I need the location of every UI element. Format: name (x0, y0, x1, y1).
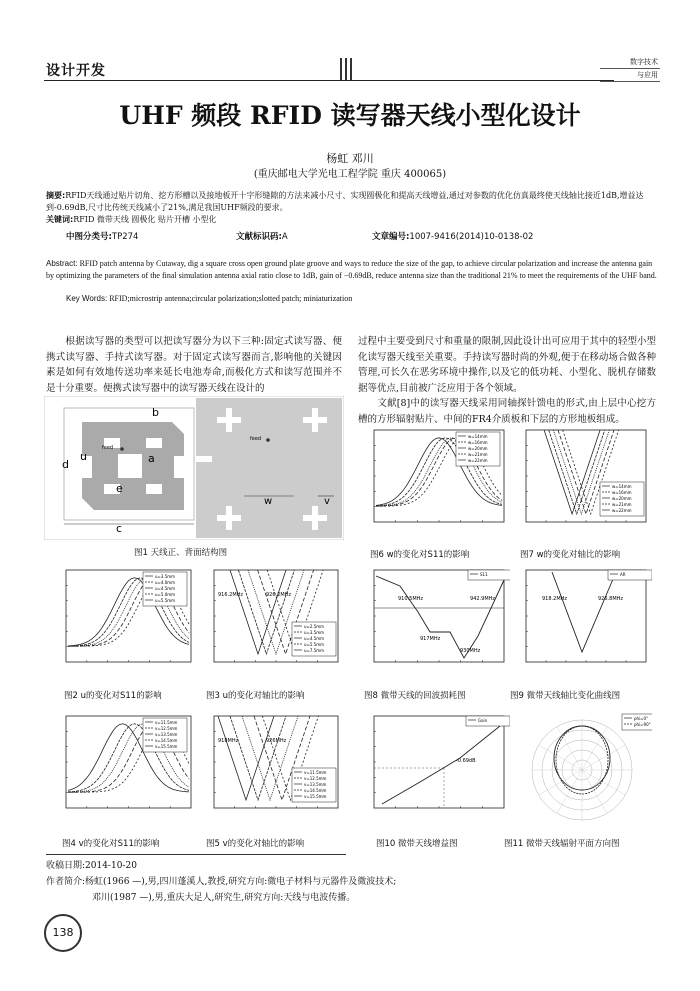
header-rule (44, 80, 614, 81)
caption-fig5: 图5 v的变化对轴比的影响 (206, 839, 305, 849)
legend-box (466, 716, 510, 726)
keywords-en-label: Key Words: (66, 294, 108, 303)
legend-label: w=20mm (468, 446, 488, 451)
legend-label: w=20mm (612, 496, 632, 501)
polar-spoke (582, 770, 607, 813)
annotation: 918MHz (218, 738, 239, 744)
author-bio-2: 邓川(1987 —),男,重庆大足人,研究生,研究方向:天线与电波传播。 (92, 893, 356, 903)
annotation: 916.2MHz (218, 592, 244, 598)
fig9-chart (512, 566, 652, 678)
fig11-chart (512, 712, 652, 828)
legend-label: v=12.5mm (304, 776, 327, 781)
body-right (358, 334, 656, 428)
abstract-en-text: RFID patch antenna by Cutaway, dig a square cross open ground plate groove and ways to reduce the size of the gap, to achieve circular polarization and increase the antenna gain by optimizing the parameters of the final simulation antenna axial ratio close to 1dB, gain of −0.69dB, reduce antenna size than the traditional 21% to meet the requirements of the UHF band. (46, 259, 657, 280)
plot-frame (374, 716, 504, 808)
legend-label: u=3.5mm (304, 630, 325, 635)
abstract-en-label: Abstract: (46, 259, 78, 268)
keywords-cn-label: 关键词: (46, 215, 74, 224)
body-left: 根据读写器的类型可以把读写器分为以下三种:固定式读写器、便携式读写器、手持式读写器。对于固定式读写器而言,影响他的关键因素是如何有效地传送功率来延长电池寿命,而极化方式和读写范围并不是十分重要。便携式读写器中的读写器天线在设计的 (46, 336, 342, 394)
legend-label: v=11.5mm (155, 720, 178, 725)
fig7-chart (512, 426, 652, 538)
polar-spoke (582, 745, 625, 770)
legend-label: AR (620, 572, 626, 577)
legend-label: u=5.5mm (304, 642, 325, 647)
clc: 中图分类号:TP274 (66, 232, 139, 242)
annotation: 910.5MHz (398, 596, 424, 602)
author-bio-1: 作者简介:杨虹(1966 —),男,四川蓬溪人,教授,研究方向:微电子材料与元器件及微波技术; (46, 877, 397, 887)
svg-text:u: u (80, 450, 87, 463)
legend-label: u=4.5mm (155, 586, 176, 591)
annotation: 942.9MHz (470, 596, 496, 602)
svg-text:b: b (152, 406, 159, 419)
abstract-en (46, 258, 658, 281)
keywords-en (66, 294, 352, 303)
legend-label: w=22mm (612, 508, 632, 513)
svg-text:w: w (264, 496, 273, 507)
legend-label: w=21mm (468, 452, 488, 457)
fig6-chart (360, 426, 510, 538)
annotation: -0.69dB (456, 758, 476, 764)
journal-logo-top: 数字技术 (600, 56, 660, 69)
svg-text:feed: feed (250, 436, 262, 442)
annotation: 926.2MHz (266, 592, 292, 598)
caption-fig9: 图9 微带天线轴比变化曲线图 (510, 691, 621, 701)
polar-spoke (539, 745, 582, 770)
body-right-p1: 过程中主要受到尺寸和重量的限制,因此设计出可应用于其中的轻型小型化读写器天线至关重要。手持读写器时尚的外观,便于在移动场合做各种管理,可长久在恶劣环境中操作,以及它的低功耗、小型化、脱机存储数据等优点,目前被广泛应用于各个领域。 (358, 336, 656, 394)
caption-fig1: 图1 天线正、背面结构图 (134, 548, 228, 558)
legend-label: u=4.5mm (304, 636, 325, 641)
section-label: 设计开发 (46, 63, 106, 79)
caption-fig11: 图11 微带天线辐射平面方向图 (504, 839, 620, 849)
page-number: 138 (44, 914, 82, 952)
svg-text:a: a (148, 452, 155, 465)
svg-text:v: v (324, 496, 330, 507)
fig5-chart (200, 712, 344, 824)
polar-spoke (557, 727, 582, 770)
legend-label: phi=0° (634, 716, 649, 721)
annotation: 926MHz (266, 738, 287, 744)
received-date: 收稿日期:2014-10-20 (46, 861, 137, 871)
legend-box (608, 570, 652, 580)
legend-label: v=15.5mm (304, 794, 327, 799)
fig2-chart (52, 566, 197, 678)
affiliation: (重庆邮电大学光电工程学院 重庆 400065) (253, 169, 447, 180)
svg-text:c: c (116, 522, 123, 535)
caption-fig2: 图2 u的变化对S11的影响 (64, 691, 162, 701)
annotation: 930MHz (460, 648, 481, 654)
polar-spoke (557, 770, 582, 813)
legend-label: w=14mm (612, 484, 632, 489)
annotation: 918.2MHz (542, 596, 568, 602)
plot-frame (526, 570, 646, 662)
legend-label: v=15.5mm (155, 744, 178, 749)
legend-label: v=14.5mm (304, 788, 327, 793)
polar-spoke (582, 770, 625, 795)
doc-code: 文献标识码:A (236, 232, 288, 242)
fig10-chart (360, 712, 510, 824)
polar-spoke (539, 770, 582, 795)
legend-label: S11 (480, 572, 488, 577)
legend-label: v=12.5mm (155, 726, 178, 731)
legend-label: w=16mm (612, 490, 632, 495)
legend-label: u=2.5mm (304, 624, 325, 629)
legend-label: u=3.5mm (155, 574, 176, 579)
footer-rule (46, 854, 346, 855)
journal-logo (600, 56, 660, 86)
caption-fig4: 图4 v的变化对S11的影响 (62, 839, 160, 849)
legend-label: w=22mm (468, 458, 488, 463)
legend-label: u=5.0mm (155, 592, 176, 597)
caption-fig7: 图7 w的变化对轴比的影响 (520, 550, 621, 560)
legend-label: u=4.0mm (155, 580, 176, 585)
legend-label: v=11.5mm (304, 770, 327, 775)
antenna-front (62, 406, 194, 535)
svg-text:feed: feed (102, 445, 114, 451)
fig8-chart (360, 566, 510, 678)
body-right-p2: 文献[8]中的读写器天线采用同轴探针馈电的形式,由上层中心挖方槽的方形辐射贴片、中间的FR4介质板和下层的方形地板组成。 (358, 398, 656, 425)
caption-fig6: 图6 w的变化对S11的影响 (370, 550, 470, 560)
legend-label: u=7.5mm (304, 648, 325, 653)
fig4-chart (52, 712, 197, 824)
legend-label: v=13.5mm (155, 732, 178, 737)
caption-fig10: 图10 微带天线增益图 (376, 839, 458, 849)
legend-label: v=14.5mm (155, 738, 178, 743)
legend-label: Gain (478, 718, 488, 723)
polar-spoke (582, 727, 607, 770)
antenna-back (196, 398, 342, 538)
fig1-antenna-structure (44, 396, 344, 540)
legend-label: w=21mm (612, 502, 632, 507)
caption-fig8: 图8 微带天线的回波损耗图 (364, 691, 466, 701)
article-no: 文章编号:1007-9416(2014)10-0138-02 (372, 232, 534, 242)
abstract-cn (46, 190, 656, 226)
svg-text:d: d (62, 458, 69, 471)
abstract-cn-text: RFID天线通过贴片切角、挖方形槽以及接地板开十字形缝隙的方法来减小尺寸、实现圆极化和提高天线增益,通过对参数的优化仿真最终使天线轴比接近1dB,增益达到-0.69dB,尺寸比传统天线减小了21%,满足我国UHF频段的要求。 (46, 191, 644, 212)
authors: 杨虹 邓川 (326, 152, 374, 165)
paper-title: UHF 频段 RFID 读写器天线小型化设计 (119, 101, 581, 130)
svg-text:e: e (116, 482, 123, 495)
legend-label: v=13.5mm (304, 782, 327, 787)
legend-label: u=5.5mm (155, 598, 176, 603)
legend-label: phi=90° (634, 722, 651, 727)
keywords-cn-text: RFID 微带天线 圆极化 贴片开槽 小型化 (73, 215, 217, 224)
fig3-chart (200, 566, 344, 678)
journal-logo-bottom: 与应用 (600, 69, 660, 82)
annotation: 926.8MHz (598, 596, 624, 602)
legend-label: w=16mm (468, 440, 488, 445)
plot-frame (374, 570, 504, 662)
keywords-en-text: RFID;microstrip antenna;circular polarization;slotted patch; miniaturization (109, 294, 353, 303)
legend-label: w=14mm (468, 434, 488, 439)
abstract-cn-label: 摘要: (46, 191, 66, 200)
annotation: 917MHz (420, 636, 441, 642)
caption-fig3: 图3 u的变化对轴比的影响 (206, 691, 305, 701)
legend-box (468, 570, 510, 580)
